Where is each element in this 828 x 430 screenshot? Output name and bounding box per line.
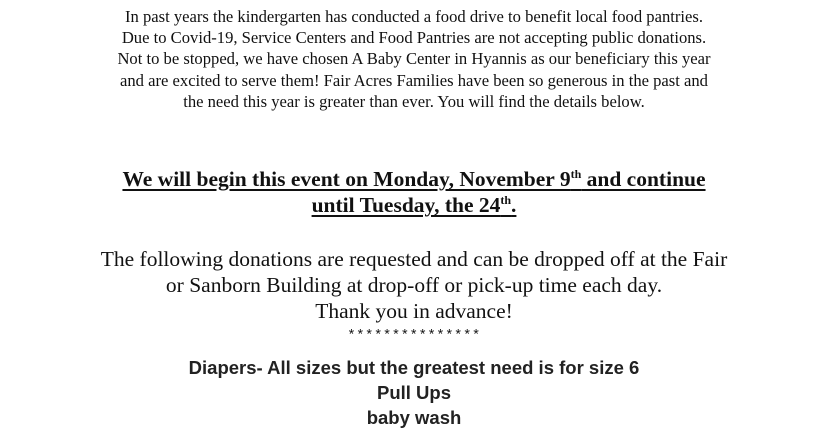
intro-paragraph (0, 6, 828, 112)
intro-line: the need this year is greater than ever. You will find the details below. (183, 91, 645, 111)
donation-item: Pull Ups (376, 382, 451, 403)
event-end-period: . (511, 193, 517, 217)
intro-line: and are excited to serve them! Fair Acres Families have been so generous in the past and (120, 70, 708, 90)
event-dates-heading (0, 166, 828, 218)
event-end-line (0, 192, 828, 218)
event-start-continue: and continue (581, 167, 706, 191)
event-start-line (0, 166, 828, 192)
donation-request-paragraph (0, 246, 828, 324)
event-start-text: We will begin this event on Monday, November 9 (122, 167, 571, 191)
request-line: The following donations are requested and can be dropped off at the Fair (100, 247, 728, 271)
ordinal-suffix: th (500, 193, 512, 207)
intro-line: Due to Covid-19, Service Centers and Food Pantries are not accepting public donations. (121, 28, 707, 48)
donation-items-list (0, 355, 828, 430)
asterisk-separator: *************** (347, 328, 481, 344)
event-end-text: until Tuesday, the 24 (311, 193, 501, 217)
donation-item: Diapers- All sizes but the greatest need is for size 6 (188, 357, 640, 378)
ordinal-suffix: th (570, 167, 582, 181)
donation-item: baby wash (366, 407, 462, 428)
intro-line: In past years the kindergarten has conducted a food drive to benefit local food pantries. (125, 7, 703, 26)
intro-line: Not to be stopped, we have chosen A Baby Center in Hyannis as our beneficiary this year (117, 49, 711, 69)
thank-you-line: Thank you in advance! (315, 299, 513, 323)
request-line: or Sanborn Building at drop-off or pick-up time each day. (165, 273, 663, 297)
